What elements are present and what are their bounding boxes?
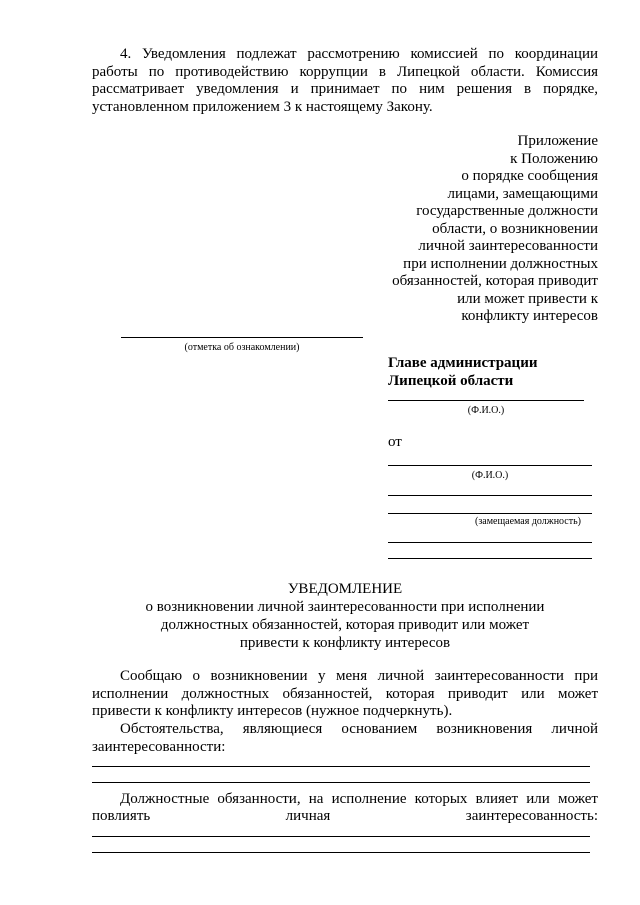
duties-word: повлиять [92, 808, 151, 824]
notice-subtitle-line: о возникновении личной заинтересованности при исполнении [145, 599, 545, 615]
appendix-line: государственные должности [416, 203, 598, 219]
duties-paragraph-line-1: Должностные обязанности, на исполнение которых влияет или может [120, 791, 598, 807]
fio-label: (Ф.И.О.) [467, 405, 505, 416]
fill-in-line [92, 766, 590, 767]
fill-in-line [92, 852, 590, 853]
notice-subtitle-line: привести к конфликту интересов [239, 635, 451, 651]
sender-blank-line [388, 558, 592, 559]
position-label: (замещаемая должность) [474, 516, 581, 527]
sender-blank-line [388, 542, 592, 543]
notice-title: УВЕДОМЛЕНИЕ [287, 581, 403, 597]
appendix-line: к Положению [510, 150, 598, 167]
appendix-header [338, 133, 598, 326]
from-label: от [388, 434, 402, 450]
duties-paragraph-line-2 [92, 808, 598, 826]
appendix-line: о порядке сообщения [461, 168, 598, 184]
duties-word: личная [285, 808, 331, 824]
fill-in-line [92, 836, 590, 837]
addressee-line-1: Главе администрации [388, 355, 538, 371]
appendix-line: Приложение [517, 133, 598, 149]
appendix-line: при исполнении должностных [403, 255, 598, 272]
paragraph-4: 4. Уведомления подлежат рассмотрению комиссией по координации работы по противодействию коррупции в Липецкой области. Комиссия рассматривает уведомления и принимает по ним решения в порядке, установленном приложением 3 к настоящему Закону. [92, 46, 598, 115]
appendix-line: или может привести к [457, 290, 598, 307]
report-paragraph: Сообщаю о возникновении у меня личной заинтересованности при исполнении должностных обязанностей, которая приводит или может привести к конфликту интересов (нужное подчеркнуть). [92, 668, 598, 719]
sender-blank-line [388, 495, 592, 496]
ack-line [121, 337, 363, 338]
position-line [388, 513, 592, 514]
appendix-line: области, о возникновении [432, 220, 598, 237]
appendix-line: лицами, замещающими [447, 185, 598, 202]
sender-fio-line [388, 465, 592, 466]
fill-in-line [92, 782, 590, 783]
ack-label: (отметка об ознакомлении) [184, 342, 300, 353]
circumstances-paragraph: Обстоятельства, являющиеся основанием возникновения личной заинтересованности: [92, 721, 598, 755]
duties-word: заинтересованность: [465, 808, 598, 824]
appendix-line: личной заинтересованности [418, 238, 598, 254]
addressee-line-2: Липецкой области [388, 373, 514, 389]
notice-subtitle-line: должностных обязанностей, которая приводит или может [160, 617, 530, 633]
addressee-fio-line [388, 400, 584, 401]
appendix-line: обязанностей, которая приводит [392, 273, 598, 289]
fio-label-2: (Ф.И.О.) [471, 470, 509, 481]
appendix-line: конфликту интересов [461, 308, 598, 324]
